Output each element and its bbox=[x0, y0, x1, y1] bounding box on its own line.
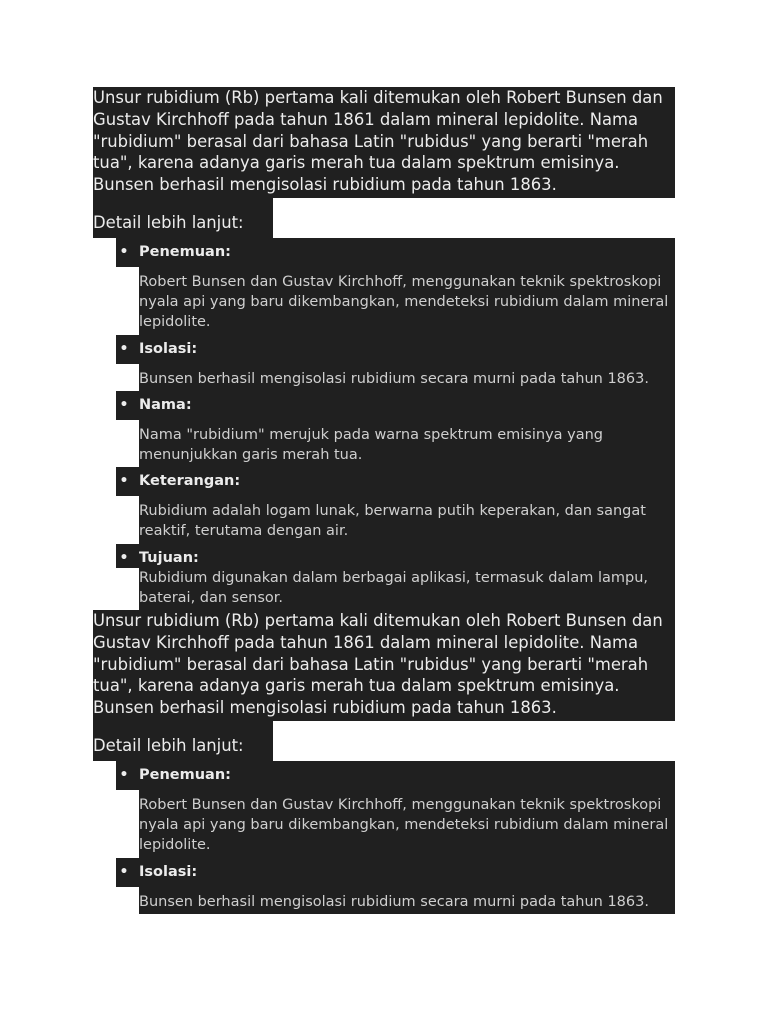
list-item-title-wrap bbox=[116, 544, 675, 568]
intro-paragraph: Unsur rubidium (Rb) pertama kali ditemukan oleh Robert Bunsen dan Gustav Kirchhoff pada tahun 1861 dalam mineral lepidolite. Nama "rubidium" berasal dari bahasa Latin "rubidus" yang berarti "merah tua", karena adanya garis merah tua dalam spektrum emisinya. Bunsen berhasil mengisolasi rubidium pada tahun 1863. bbox=[93, 87, 675, 198]
intro-paragraph: Unsur rubidium (Rb) pertama kali ditemukan oleh Robert Bunsen dan Gustav Kirchhoff pada tahun 1861 dalam mineral lepidolite. Nama "rubidium" berasal dari bahasa Latin "rubidus" yang berarti "merah tua", karena adanya garis merah tua dalam spektrum emisinya. Bunsen berhasil mengisolasi rubidium pada tahun 1863. bbox=[93, 610, 675, 721]
list-item-body: Robert Bunsen dan Gustav Kirchhoff, menggunakan teknik spektroskopi nyala api yang baru dikembangkan, mendeteksi rubidium dalam mineral lepidolite. bbox=[139, 790, 675, 858]
list-item-title: Isolasi: bbox=[139, 863, 198, 880]
document-page bbox=[93, 87, 675, 931]
list-item-body: Rubidium digunakan dalam berbagai aplikasi, termasuk dalam lampu, baterai, dan sensor. bbox=[139, 568, 675, 610]
list-item bbox=[93, 391, 675, 467]
list-item-title: Isolasi: bbox=[139, 340, 198, 357]
detail-list bbox=[93, 761, 675, 914]
list-item-body: Robert Bunsen dan Gustav Kirchhoff, menggunakan teknik spektroskopi nyala api yang baru dikembangkan, mendeteksi rubidium dalam mineral lepidolite. bbox=[139, 267, 675, 335]
list-item-title-wrap bbox=[116, 858, 675, 887]
bullet-icon: • bbox=[119, 396, 129, 413]
list-item-body: Rubidium adalah logam lunak, berwarna putih keperakan, dan sangat reaktif, terutama dengan air. bbox=[139, 496, 675, 543]
content-block-1 bbox=[93, 87, 675, 610]
list-item-title-wrap bbox=[116, 391, 675, 420]
bullet-icon: • bbox=[119, 473, 129, 490]
list-item-title: Keterangan: bbox=[139, 473, 241, 490]
list-item-title: Nama: bbox=[139, 396, 192, 413]
list-item bbox=[93, 238, 675, 335]
list-item bbox=[93, 761, 675, 858]
bullet-icon: • bbox=[119, 767, 129, 783]
list-item-title: Tujuan: bbox=[139, 549, 199, 566]
list-item-title-wrap bbox=[116, 467, 675, 496]
list-item-body: Bunsen berhasil mengisolasi rubidium secara murni pada tahun 1863. bbox=[139, 364, 675, 391]
bullet-icon: • bbox=[119, 863, 129, 880]
list-item bbox=[93, 858, 675, 914]
content-block-2 bbox=[93, 610, 675, 914]
list-item-body: Nama "rubidium" merujuk pada warna spektrum emisinya yang menunjukkan garis merah tua. bbox=[139, 420, 675, 467]
detail-list bbox=[93, 238, 675, 610]
detail-heading: Detail lebih lanjut: bbox=[93, 721, 273, 761]
detail-heading: Detail lebih lanjut: bbox=[93, 198, 273, 238]
list-item-title-wrap bbox=[116, 761, 675, 790]
list-item-title-wrap bbox=[116, 238, 675, 267]
list-item-body: Bunsen berhasil mengisolasi rubidium secara murni pada tahun 1863. bbox=[139, 887, 675, 914]
list-item bbox=[93, 544, 675, 610]
list-item-title: Penemuan: bbox=[139, 243, 231, 260]
list-item bbox=[93, 335, 675, 391]
list-item-title-wrap bbox=[116, 335, 675, 364]
bullet-icon: • bbox=[119, 549, 129, 566]
bullet-icon: • bbox=[119, 340, 129, 357]
list-item bbox=[93, 467, 675, 543]
bullet-icon: • bbox=[119, 243, 129, 260]
list-item-title: Penemuan: bbox=[139, 767, 231, 783]
